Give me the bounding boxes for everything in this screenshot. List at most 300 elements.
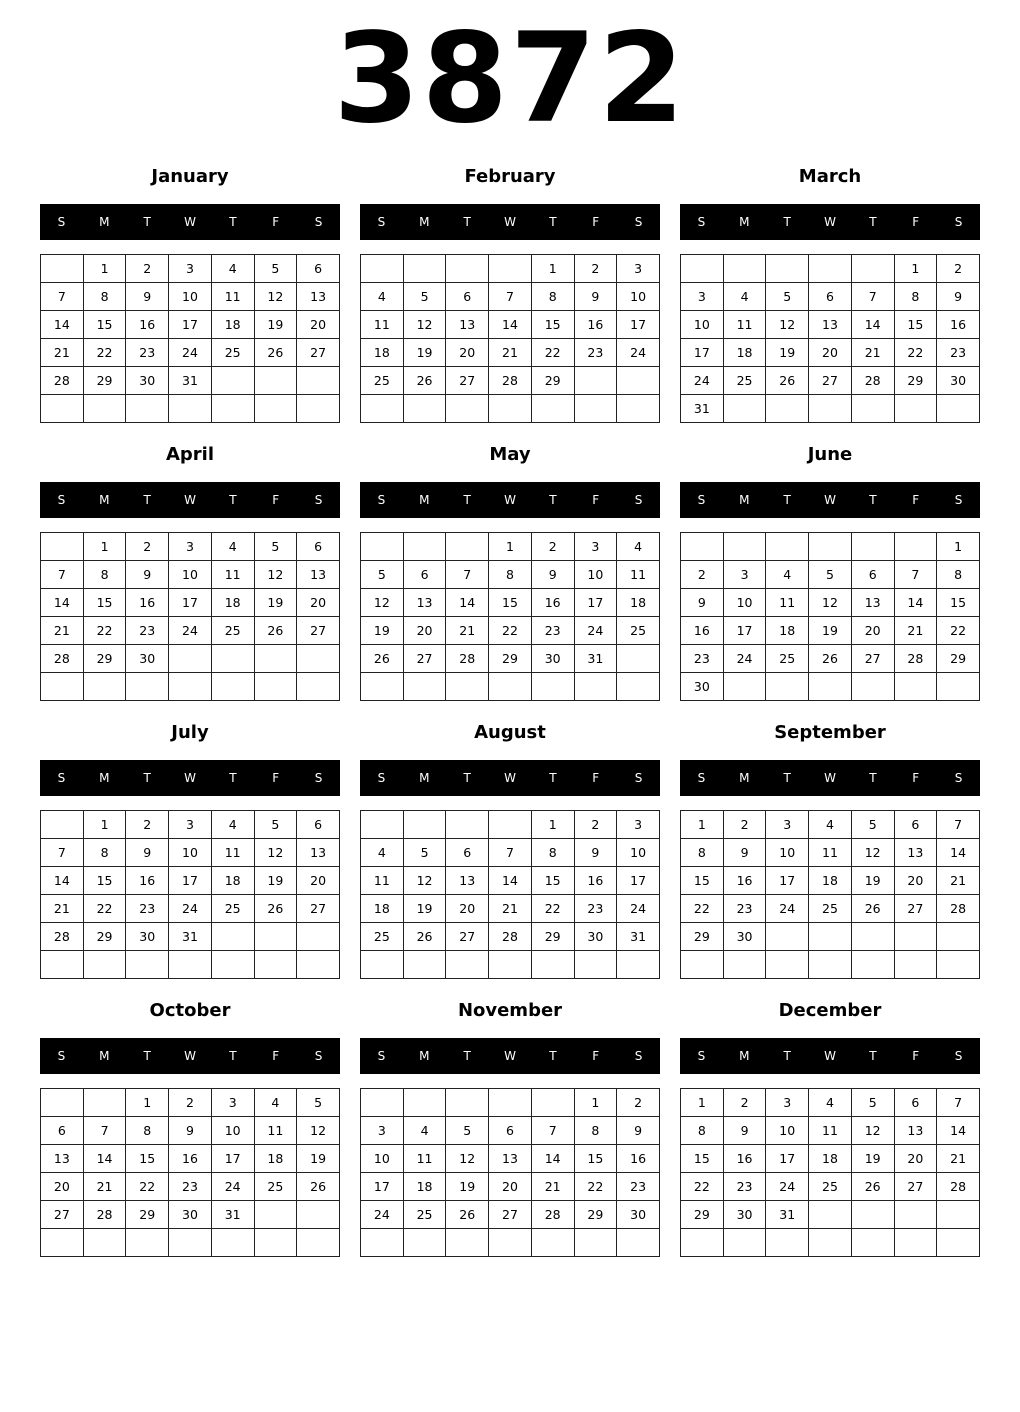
empty-day-cell [894, 1229, 937, 1257]
day-cell: 29 [574, 1201, 617, 1229]
day-cell: 24 [211, 1173, 254, 1201]
weekday-label: F [592, 1049, 600, 1063]
empty-day-cell [894, 951, 937, 979]
empty-day-cell [489, 811, 532, 839]
day-cell: 11 [723, 311, 766, 339]
month-name: May [489, 444, 531, 465]
week-row [681, 811, 980, 839]
weekday-label: T [229, 215, 237, 229]
week-row [41, 339, 340, 367]
weekday-label: T [783, 493, 791, 507]
day-cell: 10 [766, 839, 809, 867]
empty-day-cell [297, 367, 340, 395]
week-row [681, 645, 980, 673]
week-row [361, 673, 660, 701]
weekday-label: W [504, 215, 516, 229]
empty-day-cell [254, 1229, 297, 1257]
day-cell: 23 [617, 1173, 660, 1201]
weekday-label: M [99, 771, 110, 785]
empty-day-cell [681, 255, 724, 283]
weekday-label: S [57, 215, 66, 229]
day-cell: 19 [254, 311, 297, 339]
day-cell: 22 [894, 339, 937, 367]
day-cell: 20 [41, 1173, 84, 1201]
empty-day-cell [489, 1089, 532, 1117]
empty-day-cell [894, 923, 937, 951]
day-cell: 21 [41, 339, 84, 367]
empty-day-cell [361, 951, 404, 979]
day-cell: 6 [297, 255, 340, 283]
day-cell: 25 [254, 1173, 297, 1201]
week-row [361, 1201, 660, 1229]
day-cell: 29 [126, 1201, 169, 1229]
day-cell: 15 [681, 1145, 724, 1173]
day-cell: 19 [766, 339, 809, 367]
weekday-label: M [419, 1049, 430, 1063]
day-cell: 17 [361, 1173, 404, 1201]
empty-day-cell [489, 255, 532, 283]
weekday-label: T [783, 771, 791, 785]
day-cell: 7 [446, 561, 489, 589]
day-cell: 10 [681, 311, 724, 339]
day-cell: 4 [254, 1089, 297, 1117]
weekday-label: S [634, 1049, 643, 1063]
week-row [681, 673, 980, 701]
day-cell: 8 [489, 561, 532, 589]
day-cell: 30 [126, 923, 169, 951]
weekday-header [40, 204, 340, 240]
empty-day-cell [574, 395, 617, 423]
day-cell: 8 [83, 839, 126, 867]
weekday-header [680, 760, 980, 796]
day-cell: 11 [361, 867, 404, 895]
day-cell: 18 [809, 1145, 852, 1173]
day-cell: 7 [41, 839, 84, 867]
day-cell: 19 [403, 339, 446, 367]
weekday-header [360, 760, 660, 796]
weekday-label: T [143, 771, 151, 785]
day-cell: 10 [617, 283, 660, 311]
day-cell: 4 [809, 1089, 852, 1117]
week-row [681, 1089, 980, 1117]
day-cell: 1 [83, 811, 126, 839]
day-grid [680, 254, 980, 423]
weekday-label: W [824, 215, 836, 229]
day-cell: 14 [41, 311, 84, 339]
day-cell: 14 [489, 311, 532, 339]
day-cell: 21 [446, 617, 489, 645]
weekday-label: S [697, 493, 706, 507]
weekday-label: W [184, 493, 196, 507]
week-row [681, 1117, 980, 1145]
day-cell: 3 [361, 1117, 404, 1145]
week-row [41, 1145, 340, 1173]
day-cell: 25 [723, 367, 766, 395]
day-cell: 16 [723, 867, 766, 895]
day-cell: 10 [617, 839, 660, 867]
empty-day-cell [894, 533, 937, 561]
day-cell: 23 [937, 339, 980, 367]
week-row [41, 617, 340, 645]
week-row [41, 533, 340, 561]
day-cell: 22 [83, 617, 126, 645]
day-cell: 1 [681, 1089, 724, 1117]
weekday-label: S [634, 771, 643, 785]
day-cell: 23 [723, 1173, 766, 1201]
day-cell: 26 [851, 895, 894, 923]
day-cell: 1 [126, 1089, 169, 1117]
empty-day-cell [617, 951, 660, 979]
empty-day-cell [211, 1229, 254, 1257]
week-row [681, 589, 980, 617]
empty-day-cell [531, 1229, 574, 1257]
empty-day-cell [617, 367, 660, 395]
day-cell: 12 [446, 1145, 489, 1173]
empty-day-cell [617, 673, 660, 701]
day-cell: 29 [531, 367, 574, 395]
day-cell: 10 [169, 561, 212, 589]
day-cell: 15 [681, 867, 724, 895]
empty-day-cell [489, 951, 532, 979]
day-cell: 25 [617, 617, 660, 645]
empty-day-cell [169, 645, 212, 673]
day-cell: 16 [126, 311, 169, 339]
day-cell: 6 [809, 283, 852, 311]
day-cell: 18 [361, 895, 404, 923]
day-cell: 9 [617, 1117, 660, 1145]
day-cell: 7 [41, 283, 84, 311]
day-cell: 24 [169, 617, 212, 645]
day-cell: 18 [809, 867, 852, 895]
day-cell: 4 [766, 561, 809, 589]
empty-day-cell [851, 533, 894, 561]
weekday-label: S [377, 1049, 386, 1063]
day-cell: 2 [574, 811, 617, 839]
weekday-label: M [419, 771, 430, 785]
day-cell: 24 [681, 367, 724, 395]
day-cell: 5 [254, 811, 297, 839]
day-cell: 9 [574, 283, 617, 311]
weekday-label: F [912, 1049, 920, 1063]
week-row [681, 339, 980, 367]
day-cell: 19 [851, 1145, 894, 1173]
weekday-label: M [739, 771, 750, 785]
empty-day-cell [937, 1201, 980, 1229]
empty-day-cell [809, 255, 852, 283]
day-cell: 2 [617, 1089, 660, 1117]
day-cell: 5 [809, 561, 852, 589]
week-row [361, 645, 660, 673]
day-cell: 2 [723, 811, 766, 839]
day-cell: 30 [126, 645, 169, 673]
day-cell: 18 [211, 589, 254, 617]
empty-day-cell [809, 923, 852, 951]
day-cell: 24 [617, 339, 660, 367]
empty-day-cell [169, 1229, 212, 1257]
week-row [41, 951, 340, 979]
week-row [41, 839, 340, 867]
empty-day-cell [297, 645, 340, 673]
weekday-label: F [912, 493, 920, 507]
weekday-label: F [592, 215, 600, 229]
week-row [681, 867, 980, 895]
week-row [41, 1173, 340, 1201]
week-row [681, 839, 980, 867]
weekday-header [680, 1038, 980, 1074]
day-cell: 2 [126, 255, 169, 283]
day-cell: 6 [851, 561, 894, 589]
day-cell: 27 [41, 1201, 84, 1229]
empty-day-cell [681, 1229, 724, 1257]
day-cell: 27 [894, 1173, 937, 1201]
year-title: 3872 [333, 7, 687, 151]
empty-day-cell [297, 951, 340, 979]
weekday-label: W [184, 215, 196, 229]
empty-day-cell [809, 951, 852, 979]
week-row [41, 673, 340, 701]
empty-day-cell [297, 395, 340, 423]
day-cell: 29 [681, 1201, 724, 1229]
day-cell: 17 [766, 1145, 809, 1173]
day-cell: 30 [531, 645, 574, 673]
day-cell: 6 [403, 561, 446, 589]
day-cell: 3 [574, 533, 617, 561]
empty-day-cell [766, 255, 809, 283]
day-cell: 24 [723, 645, 766, 673]
day-cell: 27 [297, 617, 340, 645]
day-cell: 25 [403, 1201, 446, 1229]
empty-day-cell [809, 1229, 852, 1257]
weekday-label: M [99, 1049, 110, 1063]
day-cell: 29 [681, 923, 724, 951]
week-row [681, 923, 980, 951]
day-cell: 15 [489, 589, 532, 617]
day-cell: 26 [766, 367, 809, 395]
day-cell: 14 [83, 1145, 126, 1173]
month-name: March [798, 166, 862, 187]
day-cell: 10 [169, 283, 212, 311]
week-row [361, 1229, 660, 1257]
day-cell: 14 [937, 839, 980, 867]
empty-day-cell [574, 951, 617, 979]
day-cell: 1 [681, 811, 724, 839]
day-cell: 14 [894, 589, 937, 617]
day-cell: 15 [894, 311, 937, 339]
day-cell: 6 [297, 533, 340, 561]
month-name: September [774, 722, 886, 743]
day-cell: 11 [809, 1117, 852, 1145]
week-row [361, 395, 660, 423]
empty-day-cell [126, 395, 169, 423]
day-cell: 21 [489, 339, 532, 367]
day-cell: 9 [126, 561, 169, 589]
day-cell: 3 [681, 283, 724, 311]
day-cell: 21 [41, 617, 84, 645]
day-cell: 15 [83, 589, 126, 617]
weekday-label: W [824, 1049, 836, 1063]
day-cell: 29 [937, 645, 980, 673]
day-cell: 24 [169, 339, 212, 367]
day-cell: 7 [489, 283, 532, 311]
day-cell: 9 [126, 839, 169, 867]
week-row [41, 255, 340, 283]
day-cell: 27 [851, 645, 894, 673]
weekday-header [360, 1038, 660, 1074]
day-cell: 5 [403, 283, 446, 311]
day-cell: 23 [574, 895, 617, 923]
day-cell: 18 [766, 617, 809, 645]
weekday-label: S [634, 493, 643, 507]
week-row [41, 923, 340, 951]
day-cell: 22 [937, 617, 980, 645]
day-cell: 12 [766, 311, 809, 339]
day-cell: 7 [851, 283, 894, 311]
empty-day-cell [723, 395, 766, 423]
day-cell: 15 [83, 311, 126, 339]
empty-day-cell [126, 673, 169, 701]
day-cell: 27 [809, 367, 852, 395]
empty-day-cell [851, 923, 894, 951]
week-row [41, 895, 340, 923]
weekday-header [40, 482, 340, 518]
day-cell: 7 [489, 839, 532, 867]
day-cell: 30 [937, 367, 980, 395]
day-cell: 4 [403, 1117, 446, 1145]
day-cell: 25 [809, 895, 852, 923]
day-cell: 11 [254, 1117, 297, 1145]
week-row [681, 1173, 980, 1201]
empty-day-cell [361, 1229, 404, 1257]
day-cell: 4 [211, 255, 254, 283]
day-grid [680, 1088, 980, 1257]
day-cell: 28 [41, 923, 84, 951]
day-cell: 13 [297, 283, 340, 311]
weekday-label: S [57, 493, 66, 507]
empty-day-cell [489, 673, 532, 701]
day-grid [360, 254, 660, 423]
weekday-label: T [549, 771, 557, 785]
empty-day-cell [41, 673, 84, 701]
empty-day-cell [41, 1089, 84, 1117]
day-cell: 3 [766, 811, 809, 839]
weekday-label: T [869, 771, 877, 785]
day-cell: 16 [681, 617, 724, 645]
day-cell: 13 [446, 311, 489, 339]
day-cell: 9 [169, 1117, 212, 1145]
week-row [41, 311, 340, 339]
week-row [361, 923, 660, 951]
day-cell: 15 [531, 311, 574, 339]
day-grid [680, 810, 980, 979]
day-cell: 27 [403, 645, 446, 673]
day-cell: 3 [211, 1089, 254, 1117]
weekday-label: T [463, 771, 471, 785]
day-cell: 22 [531, 895, 574, 923]
empty-day-cell [766, 923, 809, 951]
day-cell: 9 [126, 283, 169, 311]
weekday-label: S [57, 771, 66, 785]
day-cell: 21 [41, 895, 84, 923]
day-cell: 23 [169, 1173, 212, 1201]
empty-day-cell [809, 673, 852, 701]
empty-day-cell [254, 673, 297, 701]
day-cell: 14 [531, 1145, 574, 1173]
day-cell: 31 [617, 923, 660, 951]
day-cell: 26 [297, 1173, 340, 1201]
month-name: December [778, 1000, 882, 1021]
week-row [361, 867, 660, 895]
day-cell: 15 [83, 867, 126, 895]
week-row [361, 561, 660, 589]
empty-day-cell [41, 255, 84, 283]
empty-day-cell [809, 395, 852, 423]
day-cell: 8 [83, 561, 126, 589]
empty-day-cell [361, 673, 404, 701]
empty-day-cell [489, 1229, 532, 1257]
day-grid [40, 1088, 340, 1257]
week-row [361, 895, 660, 923]
day-cell: 20 [446, 895, 489, 923]
empty-day-cell [297, 673, 340, 701]
weekday-label: M [739, 493, 750, 507]
day-cell: 30 [169, 1201, 212, 1229]
empty-day-cell [126, 1229, 169, 1257]
empty-day-cell [83, 673, 126, 701]
day-cell: 25 [211, 895, 254, 923]
weekday-label: S [377, 215, 386, 229]
day-cell: 3 [169, 811, 212, 839]
empty-day-cell [531, 673, 574, 701]
week-row [41, 589, 340, 617]
day-cell: 12 [403, 311, 446, 339]
week-row [361, 839, 660, 867]
weekday-label: T [229, 493, 237, 507]
day-cell: 24 [361, 1201, 404, 1229]
weekday-label: S [314, 493, 323, 507]
day-cell: 22 [531, 339, 574, 367]
day-cell: 31 [169, 923, 212, 951]
weekday-label: M [739, 215, 750, 229]
week-row [681, 1229, 980, 1257]
day-cell: 20 [297, 311, 340, 339]
day-cell: 2 [937, 255, 980, 283]
day-cell: 1 [894, 255, 937, 283]
empty-day-cell [681, 533, 724, 561]
week-row [681, 895, 980, 923]
week-row [41, 561, 340, 589]
day-cell: 15 [126, 1145, 169, 1173]
day-grid [40, 810, 340, 979]
weekday-label: F [912, 215, 920, 229]
empty-day-cell [254, 367, 297, 395]
week-row [41, 867, 340, 895]
day-cell: 8 [937, 561, 980, 589]
empty-day-cell [446, 1229, 489, 1257]
empty-day-cell [809, 533, 852, 561]
empty-day-cell [894, 1201, 937, 1229]
day-cell: 10 [211, 1117, 254, 1145]
empty-day-cell [361, 1089, 404, 1117]
day-cell: 8 [574, 1117, 617, 1145]
day-cell: 5 [254, 533, 297, 561]
empty-day-cell [41, 1229, 84, 1257]
day-cell: 5 [851, 1089, 894, 1117]
week-row [681, 311, 980, 339]
week-row [361, 255, 660, 283]
day-cell: 29 [83, 367, 126, 395]
empty-day-cell [41, 395, 84, 423]
weekday-label: T [549, 493, 557, 507]
